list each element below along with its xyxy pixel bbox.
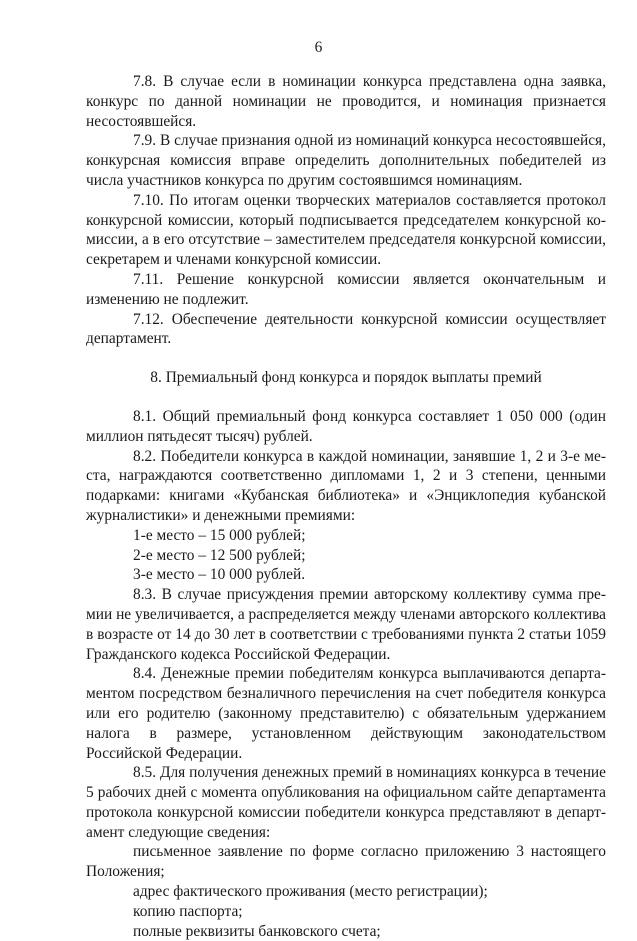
section-8-heading: 8. Премиальный фонд конкурса и порядок выплаты премий xyxy=(150,369,542,387)
paragraph-7-8: 7.8. В случае если в номинации конкурса представлена одна заявка, конкурс по данной номинации не проводится, и номинация признается несостоявшейся. xyxy=(86,73,606,130)
doc-item-bank-details: полные реквизиты банковского счета; xyxy=(133,922,381,940)
paragraph-7-10: 7.10. По итогам оценки творческих материалов составляется протокол конкурсной комиссии, который подписывается председателем конкурсной комиссии, а в его отсутствие – заместителем председателя конкурсной комиссии, секретарем и членами конкурсной комиссии. xyxy=(86,191,606,269)
prize-second-place: 2-е место – 12 500 рублей; xyxy=(133,546,306,564)
paragraph-8-1: 8.1. Общий премиальный фонд конкурса составляет 1 050 000 (один миллион пятьдесят тысяч) рублей. xyxy=(86,407,606,445)
paragraph-7-9: 7.9. В случае признания одной из номинаций конкурса несостоявшейся, конкурсная комиссия вправе определить дополнительных победителей из числа участников конкурса по другим состоявшимся номинациям. xyxy=(86,132,606,189)
paragraph-7-12: 7.12. Обеспечение деятельности конкурсной комиссии осуществляет департамент. xyxy=(86,310,606,348)
paragraph-8-4: 8.4. Денежные премии победителям конкурса выплачиваются департаментом посредством безналичного перечисления на счет победителя конкурса или его родителю (законному представителю) с обязательным удержанием налога в размере, установленном действующим законодательством Российской Федерации. xyxy=(86,665,606,762)
doc-item-address: адрес фактического проживания (место регистрации); xyxy=(133,883,488,901)
doc-item-application: письменное заявление по форме согласно приложению 3 настоящего Положения; xyxy=(86,843,606,881)
prize-first-place: 1-е место – 15 000 рублей; xyxy=(133,526,306,544)
paragraph-8-3: 8.3. В случае присуждения премии авторскому коллективу сумма премии не увеличивается, а распределяется между членами авторского коллектива в возрасте от 14 до 30 лет в соответствии с требованиями пункта 2 статьи 1059 Гражданского кодекса Российской Федерации. xyxy=(86,586,606,663)
doc-item-passport: копию паспорта; xyxy=(133,902,243,920)
prize-third-place: 3-е место – 10 000 рублей. xyxy=(133,566,306,584)
document-body xyxy=(86,72,606,941)
paragraph-8-5: 8.5. Для получения денежных премий в номинациях конкурса в течение 5 рабочих дней с момента опубликования на официальном сайте департамента протокола конкурсной комиссии победители конкурса представляют в департамент следующие сведения: xyxy=(86,764,606,841)
page-number: 6 xyxy=(314,39,323,56)
paragraph-7-11: 7.11. Решение конкурсной комиссии является окончательным и изменению не подлежит. xyxy=(86,270,606,308)
paragraph-8-2: 8.2. Победители конкурса в каждой номинации, занявшие 1, 2 и 3-е места, награждаются соответственно дипломами 1, 2 и 3 степени, ценными подарками: книгами «Кубанская библиотека» и «Энциклопедия кубанской журналистики» и денежными премиями: xyxy=(86,447,606,524)
